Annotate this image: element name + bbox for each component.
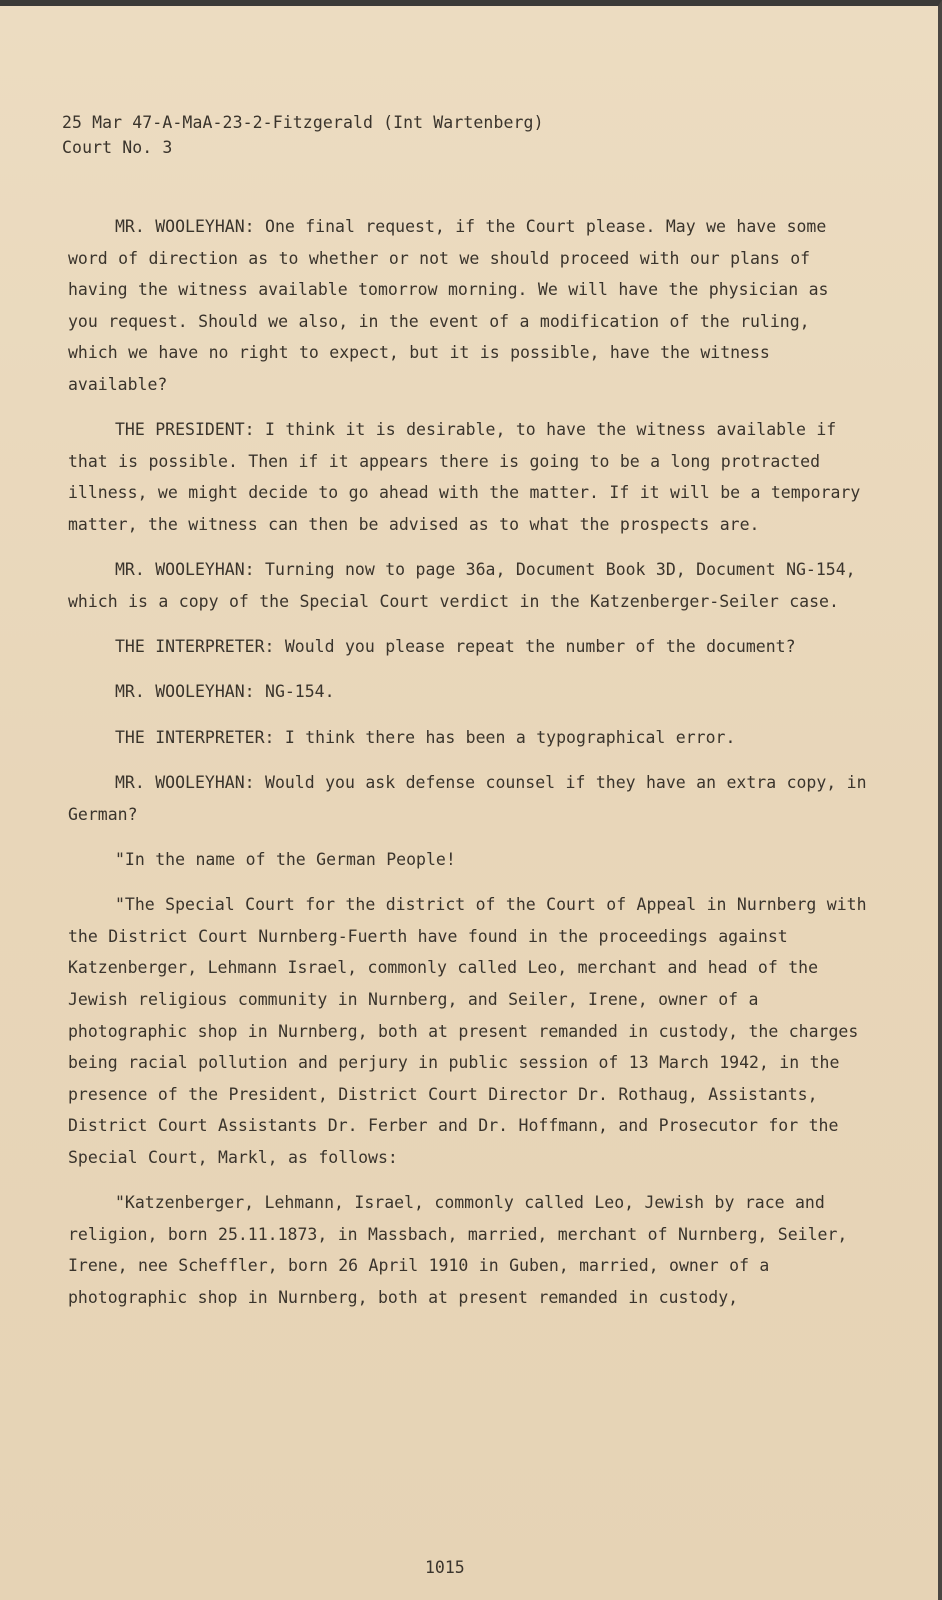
header-session-line: 25 Mar 47-A-MaA-23-2-Fitzgerald (Int Wartenberg) xyxy=(62,113,544,132)
paragraph-verdict-defendants: "Katzenberger, Lehmann, Israel, commonly called Leo, Jewish by race and religion, born 25.11.1873, in Massbach, married, merchant of Nurnberg, Seiler, Irene, nee Scheffler, born 26 April 1910 in Guben, married, owner of a photographic shop in Nurnberg, both at present remanded in custody, xyxy=(68,1193,848,1307)
document-header xyxy=(62,110,544,160)
header-court-line: Court No. 3 xyxy=(62,138,173,157)
paragraph-wooleyhan-request: MR. WOOLEYHAN: One final request, if the Court please. May we have some word of direction as to whether or not we should proceed with our plans of having the witness available tomorrow morning. We will have the physician as you request. Should we also, in the event of a modification of the ruling, which we have no right to expect, but it is possible, have the witness available? xyxy=(68,217,829,394)
paragraph-wooleyhan-document: MR. WOOLEYHAN: Turning now to page 36a, Document Book 3D, Document NG-154, which is a copy of the Special Court verdict in the Katzenberger-Seiler case. xyxy=(68,560,856,611)
paragraph-wooleyhan-copy: MR. WOOLEYHAN: Would you ask defense counsel if they have an extra copy, in German? xyxy=(68,773,867,824)
page-number: 1015 xyxy=(425,1558,465,1577)
paragraph-wooleyhan-number: MR. WOOLEYHAN: NG-154. xyxy=(115,682,335,702)
paragraph-interpreter-repeat: THE INTERPRETER: Would you please repeat the number of the document? xyxy=(115,637,796,657)
paragraph-president-response: THE PRESIDENT: I think it is desirable, to have the witness available if that is possible. Then if it appears there is going to be a long protracted illness, we might decide to go ahead with the matter. If it will be a temporary matter, the witness can then be advised as to what the prospects are. xyxy=(68,420,861,535)
paragraph-interpreter-error: THE INTERPRETER: I think there has been a typographical error. xyxy=(115,727,736,747)
paragraph-verdict-court: "The Special Court for the district of the Court of Appeal in Nurnberg with the District Court Nurnberg-Fuerth have found in the proceedings against Katzenberger, Lehmann Israel, commonly called Leo, merchant and head of the Jewish religious community in Nurnberg, and Seiler, Irene, owner of a photographic shop in Nurnberg, both at present remanded in custody, the charges being racial pollution and perjury in public session of 13 March 1942, in the presence of the President, District Court Director Dr. Rothaug, Assistants, District Court Assistants Dr. Ferber and Dr. Hoffmann, and Prosecutor for the Special Court, Markl, as follows: xyxy=(68,895,867,1167)
transcript-body xyxy=(68,211,868,1314)
paragraph-verdict-opening: "In the name of the German People! xyxy=(115,849,456,869)
